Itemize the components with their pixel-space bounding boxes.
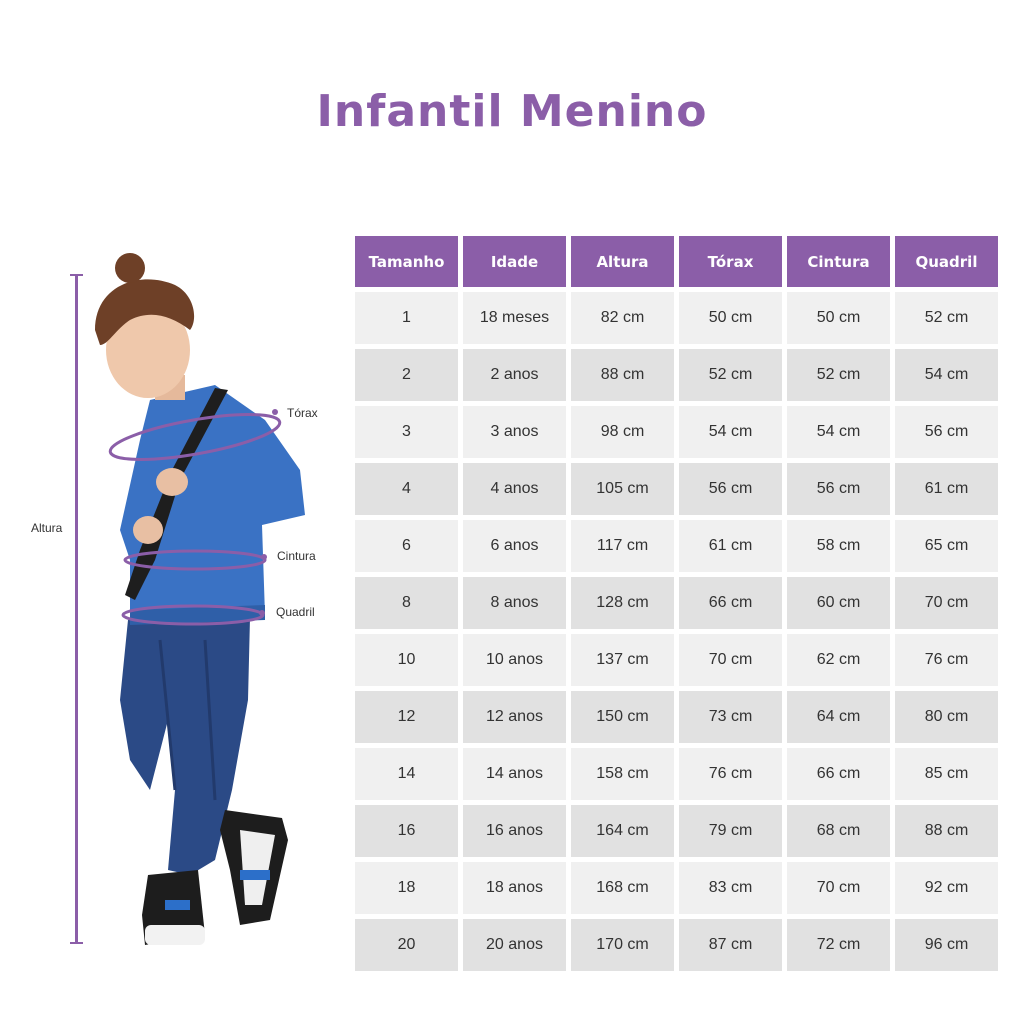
cell-tamanho: 8 (355, 577, 458, 629)
table-row (355, 919, 998, 971)
cell-cintura: 70 cm (787, 862, 890, 914)
cell-cintura: 54 cm (787, 406, 890, 458)
cell-tamanho: 12 (355, 691, 458, 743)
table-row (355, 862, 998, 914)
cell-altura: 137 cm (571, 634, 674, 686)
cell-torax: 70 cm (679, 634, 782, 686)
cell-altura: 128 cm (571, 577, 674, 629)
header-tamanho: Tamanho (355, 236, 458, 287)
cell-altura: 168 cm (571, 862, 674, 914)
cell-cintura: 62 cm (787, 634, 890, 686)
cell-idade: 6 anos (463, 520, 566, 572)
cell-cintura: 58 cm (787, 520, 890, 572)
cell-quadril: 52 cm (895, 292, 998, 344)
cell-quadril: 70 cm (895, 577, 998, 629)
cell-quadril: 96 cm (895, 919, 998, 971)
cell-idade: 2 anos (463, 349, 566, 401)
header-torax: Tórax (679, 236, 782, 287)
cell-cintura: 64 cm (787, 691, 890, 743)
page-title: Infantil Menino (316, 86, 708, 137)
cell-torax: 54 cm (679, 406, 782, 458)
cell-cintura: 50 cm (787, 292, 890, 344)
table-row (355, 406, 998, 458)
cell-cintura: 52 cm (787, 349, 890, 401)
cell-quadril: 92 cm (895, 862, 998, 914)
cell-torax: 79 cm (679, 805, 782, 857)
cell-idade: 14 anos (463, 748, 566, 800)
cell-altura: 170 cm (571, 919, 674, 971)
cell-tamanho: 18 (355, 862, 458, 914)
cell-quadril: 80 cm (895, 691, 998, 743)
table-body (355, 292, 998, 971)
table-row (355, 691, 998, 743)
cell-tamanho: 16 (355, 805, 458, 857)
cell-cintura: 56 cm (787, 463, 890, 515)
cell-altura: 88 cm (571, 349, 674, 401)
cell-idade: 18 anos (463, 862, 566, 914)
size-table (355, 236, 998, 971)
cell-quadril: 85 cm (895, 748, 998, 800)
cell-tamanho: 1 (355, 292, 458, 344)
cell-cintura: 72 cm (787, 919, 890, 971)
cell-cintura: 60 cm (787, 577, 890, 629)
cell-cintura: 66 cm (787, 748, 890, 800)
table-row (355, 520, 998, 572)
cell-altura: 82 cm (571, 292, 674, 344)
cintura-label: Cintura (277, 549, 316, 563)
table-header-row (355, 236, 998, 287)
header-cintura: Cintura (787, 236, 890, 287)
cell-quadril: 88 cm (895, 805, 998, 857)
cell-tamanho: 10 (355, 634, 458, 686)
table-row (355, 748, 998, 800)
header-altura: Altura (571, 236, 674, 287)
cell-quadril: 54 cm (895, 349, 998, 401)
cell-cintura: 68 cm (787, 805, 890, 857)
cell-altura: 117 cm (571, 520, 674, 572)
cell-idade: 8 anos (463, 577, 566, 629)
child-model-illustration (0, 0, 340, 1000)
cell-torax: 73 cm (679, 691, 782, 743)
cell-torax: 76 cm (679, 748, 782, 800)
cell-altura: 164 cm (571, 805, 674, 857)
quadril-label: Quadril (276, 605, 315, 619)
table-row (355, 577, 998, 629)
altura-label: Altura (31, 521, 63, 535)
cell-altura: 98 cm (571, 406, 674, 458)
cell-idade: 18 meses (463, 292, 566, 344)
cell-tamanho: 14 (355, 748, 458, 800)
cell-torax: 61 cm (679, 520, 782, 572)
torax-label: Tórax (287, 406, 318, 420)
cell-quadril: 56 cm (895, 406, 998, 458)
cell-idade: 20 anos (463, 919, 566, 971)
cell-torax: 50 cm (679, 292, 782, 344)
header-quadril: Quadril (895, 236, 998, 287)
cell-torax: 56 cm (679, 463, 782, 515)
cell-idade: 3 anos (463, 406, 566, 458)
cell-tamanho: 6 (355, 520, 458, 572)
cell-torax: 66 cm (679, 577, 782, 629)
cell-altura: 105 cm (571, 463, 674, 515)
header-idade: Idade (463, 236, 566, 287)
cell-tamanho: 2 (355, 349, 458, 401)
cell-tamanho: 20 (355, 919, 458, 971)
cell-tamanho: 4 (355, 463, 458, 515)
cell-torax: 87 cm (679, 919, 782, 971)
cell-torax: 83 cm (679, 862, 782, 914)
cell-quadril: 61 cm (895, 463, 998, 515)
cell-tamanho: 3 (355, 406, 458, 458)
table-row (355, 463, 998, 515)
cell-altura: 158 cm (571, 748, 674, 800)
table-row (355, 349, 998, 401)
cell-quadril: 65 cm (895, 520, 998, 572)
cell-idade: 12 anos (463, 691, 566, 743)
table-row (355, 805, 998, 857)
table-row (355, 292, 998, 344)
table-row (355, 634, 998, 686)
cell-idade: 4 anos (463, 463, 566, 515)
cell-idade: 16 anos (463, 805, 566, 857)
cell-torax: 52 cm (679, 349, 782, 401)
cell-altura: 150 cm (571, 691, 674, 743)
cell-idade: 10 anos (463, 634, 566, 686)
cell-quadril: 76 cm (895, 634, 998, 686)
